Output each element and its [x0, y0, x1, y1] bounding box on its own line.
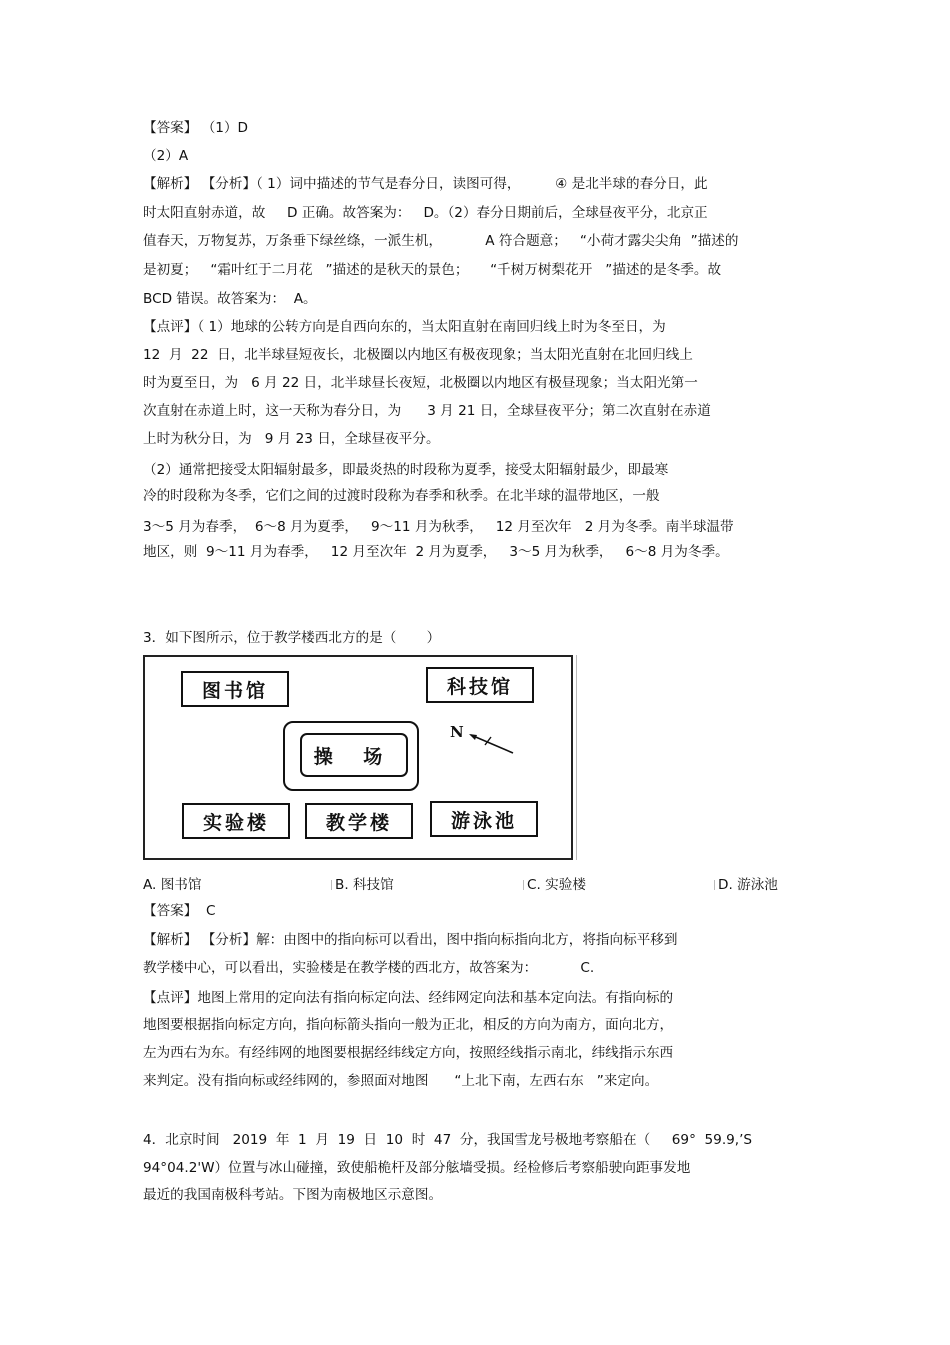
option-a: A. 图书馆: [143, 877, 202, 893]
analysis-line: 教学楼中心，可以看出，实验楼是在教学楼的西北方，故答案为： C.: [143, 960, 595, 976]
lab-box: 实验楼: [182, 803, 290, 839]
library-box: 图书馆: [181, 671, 289, 707]
comment-line: 来判定。没有指向标或经纬网的，参照面对地图 “上北下南，左西右东 ”来定向。: [143, 1073, 659, 1089]
question-4-line: 94°04.2'W）位置与冰山碰撞，致使船桅杆及部分舷墙受损。经检修后考察船驶向距事发地: [143, 1160, 691, 1176]
comment-line: 次直射在赤道上时，这一天称为春分日，为 3 月 21 日，全球昼夜平分；第二次直射在赤道: [143, 403, 711, 419]
teaching-box: 教学楼: [305, 803, 413, 839]
option-divider: [331, 880, 332, 890]
comment-line: 地图要根据指向标定方向，指向标箭头指向一般为正北，相反的方向为南方，面向北方，: [143, 1017, 674, 1033]
pool-box: 游泳池: [430, 801, 538, 837]
option-c: C. 实验楼: [527, 877, 586, 893]
answer-line: 【答案】 C: [143, 903, 216, 919]
option-divider: [714, 880, 715, 890]
north-arrow-icon: [467, 731, 519, 757]
comment-line: （2）通常把接受太阳辐射最多，即最炎热的时段称为夏季，接受太阳辐射最少，即最寒: [143, 462, 669, 478]
analysis-line: BCD 错误。故答案为： A。: [143, 291, 317, 307]
comment-line: 时为夏至日，为 6 月 22 日，北半球昼长夜短，北极圈以内地区有极昼现象；当太阳光第一: [143, 375, 698, 391]
comment-line: 上时为秋分日，为 9 月 23 日，全球昼夜平分。: [143, 431, 440, 447]
analysis-line: 是初夏； “霜叶红于二月花 ”描述的是秋天的景色； “千树万树梨花开 ”描述的是冬季。故: [143, 262, 722, 278]
tech-hall-box: 科技馆: [426, 667, 534, 703]
analysis-line: 时太阳直射赤道，故 D 正确。故答案为： D。（2）春分日期前后，全球昼夜平分，北京正: [143, 205, 708, 221]
answer-line: （2）A: [143, 148, 189, 164]
campus-map: [143, 655, 573, 860]
comment-line: 左为西右为东。有经纬网的地图要根据经纬线定方向，按照经线指示南北，纬线指示东西: [143, 1045, 674, 1061]
comment-line: 【点评】地图上常用的定向法有指向标定向法、经纬网定向法和基本定向法。有指向标的: [143, 990, 674, 1006]
north-label: N: [450, 723, 464, 741]
comment-line: 地区，则 9～11 月为春季， 12 月至次年 2 月为夏季， 3～5 月为秋季， 6～8 月为冬季。: [143, 544, 729, 560]
answer-line: 【答案】 （1）D: [143, 120, 248, 136]
option-divider: [523, 880, 524, 890]
analysis-line: 【解析】 【分析】解：由图中的指向标可以看出，图中指向标指向北方，将指向标平移到: [143, 932, 678, 948]
comment-line: 12 月 22 日，北半球昼短夜长，北极圈以内地区有极夜现象；当太阳光直射在北回归线上: [143, 347, 693, 363]
comment-line: 冷的时段称为冬季，它们之间的过渡时段称为春季和秋季。在北半球的温带地区，一般: [143, 488, 660, 504]
option-d: D. 游泳池: [718, 877, 778, 893]
map-divider: [576, 655, 577, 860]
question-4-line: 最近的我国南极科考站。下图为南极地区示意图。: [143, 1187, 443, 1203]
comment-line: 3～5 月为春季， 6～8 月为夏季， 9～11 月为秋季， 12 月至次年 2 月为冬季。南半球温带: [143, 519, 734, 535]
question-4-line: 4．北京时间 2019 年 1 月 19 日 10 时 47 分，我国雪龙号极地考察船在（ 69° 59.9,’S: [143, 1132, 753, 1148]
question-3: 3．如下图所示，位于教学楼西北方的是（ ）: [143, 630, 441, 646]
analysis-line: 值春天，万物复苏，万条垂下绿丝绦，一派生机， A 符合题意； “小荷才露尖尖角 ”描述的: [143, 233, 739, 249]
comment-line: 【点评】（ 1）地球的公转方向是自西向东的，当太阳直射在南回归线上时为冬至日，为: [143, 319, 666, 335]
option-b: B. 科技馆: [335, 877, 394, 893]
analysis-line: 【解析】 【分析】（ 1）词中描述的节气是春分日，读图可得， ④ 是北半球的春分日，此: [143, 176, 708, 192]
playground-box: 操 场: [300, 733, 408, 777]
